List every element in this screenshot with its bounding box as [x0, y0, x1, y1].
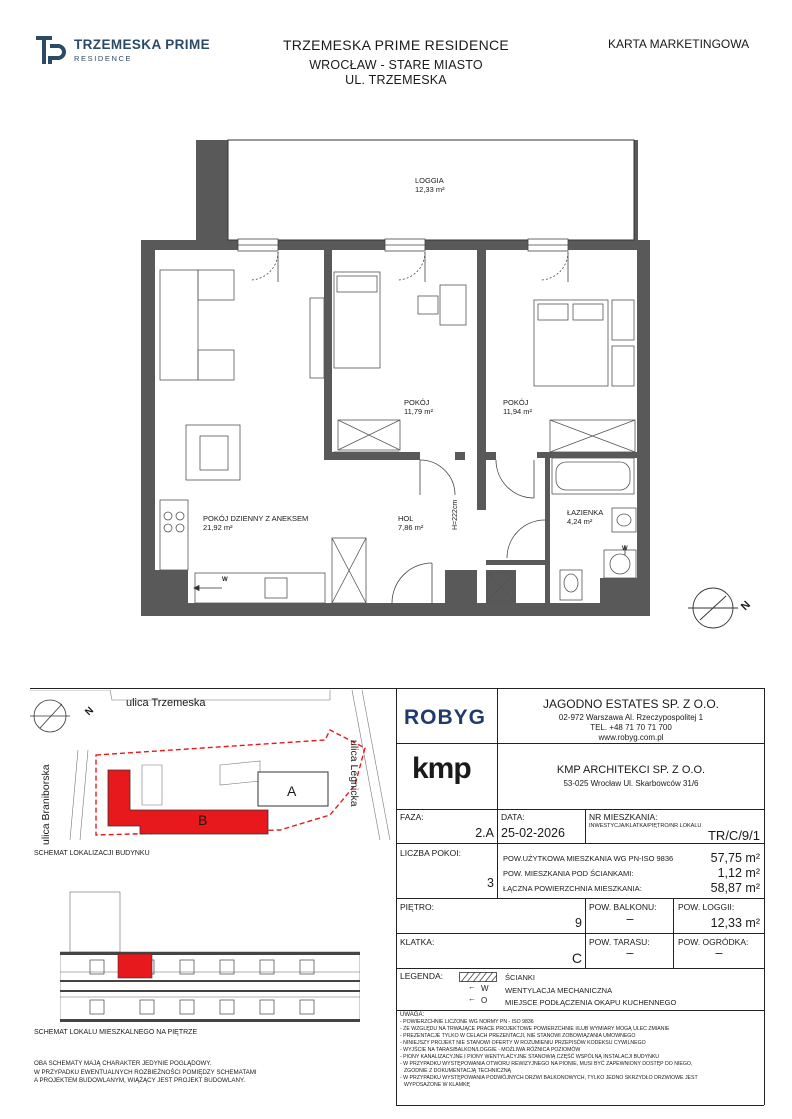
page-subtitle-street: UL. TRZEMESKA	[345, 73, 447, 87]
legend-walls: ŚCIANKI	[505, 973, 536, 982]
legend-o-arrow-icon: ←	[468, 994, 476, 1003]
building-b-label: B	[198, 812, 208, 828]
wall-bottom	[141, 603, 650, 616]
faza-label: FAZA:	[400, 812, 424, 822]
total-area-label: ŁĄCZNA POWIERZCHNIA MIESZKANIA:	[503, 884, 642, 893]
terrace-value: –	[626, 946, 634, 960]
note-line: WYPOSAŻONE W KLAMKĘ	[404, 1082, 471, 1088]
wall-right	[637, 240, 650, 616]
under-walls-value: 1,12 m²	[717, 866, 760, 880]
divider-bottom	[30, 688, 764, 689]
data-label: DATA:	[501, 812, 525, 822]
note-line: - PREZENTACJE TYLKO W CELACH PREZENTACJI, NIE STANOWI ZOBOWIĄZANIA UMOWNEGO	[400, 1033, 636, 1039]
terrace-label: POW. TARASU:	[589, 937, 650, 947]
notes	[400, 1012, 762, 1089]
legend-w-arrow-icon: ←	[468, 982, 476, 991]
bath-label: ŁAZIENKA 4,24 m²	[567, 508, 604, 526]
living-label: POKÓJ DZIENNY Z ANEKSEM 21,92 m²	[203, 514, 309, 532]
wall-bath-bottom	[486, 560, 545, 565]
street-right-label: ulica Legnicka	[348, 740, 360, 807]
staircase-label: KLATKA:	[400, 937, 435, 947]
disclaimer: OBA SCHEMATY MAJĄ CHARAKTER JEDYNIE POGLĄDOWY. W PRZYPADKU EWENTUALNYCH ROZBIEŻNOŚCI POMIĘDZY SCHEMATAMI A PROJEKTEM BUDOWLANYM, WIĄŻĄCY JEST PROJEKT BUDOWLANY.	[34, 1060, 257, 1084]
floor-value: 9	[575, 916, 582, 930]
note-line: - ZE WZGLĘDU NA TRWAJĄCE PRACE PROJEKTOWE POWIERZCHNIE I/LUB WYMIARY MOGĄ ULEC ZMIANIE	[400, 1026, 670, 1032]
note-line: - W PRZYPADKU WYSTĘPOWANIA OTWORU REWIZYJNEGO NA PIONIE, MUSI BYĆ ZAPEWNIONY DOSTĘP DO NIEGO,	[400, 1061, 693, 1067]
north-label: N	[738, 598, 754, 614]
note-line: - W PRZYPADKU WYSTĘPOWANIA PODWÓJNYCH DRZWI BALKONOWYCH, TYLKO JEDNO SKRZYDŁO DRZWIOWE JEST	[400, 1075, 698, 1081]
developer-www: www.robyg.com.pl	[598, 733, 664, 742]
loggia-wall-left	[196, 140, 228, 240]
loggia-area-label: POW. LOGGII:	[678, 902, 735, 912]
legend-title: LEGENDA:	[400, 971, 443, 981]
apartment-highlight	[118, 954, 152, 978]
nr-sub-label: INWESTYCJA/KLATKA/PIĘTRO/NR LOKALU	[589, 823, 702, 829]
building-a-label: A	[287, 783, 297, 799]
ventilation-mark-kitchen: W	[222, 577, 228, 583]
rooms-value: 3	[487, 876, 494, 890]
note-line: - PIONY KANALIZACYJNE I PIONY WENTYLACYJNE STANOWIĄ CZĘŚĆ WSPÓLNĄ INSTALACJI BUDYNKU	[400, 1054, 660, 1060]
wall-room1-left	[324, 250, 332, 460]
street-top-label: ulica Trzemeska	[126, 697, 206, 709]
garden-value: –	[715, 946, 723, 960]
garden-label: POW. OGRÓDKA:	[678, 937, 749, 947]
note-line: - POWIERZCHNIE LICZONE WG NORMY PN - ISO 9836	[400, 1019, 534, 1025]
rooms-label: LICZBA POKOI:	[400, 848, 461, 858]
logo-brand: TRZEMESKA PRIME	[74, 37, 211, 52]
note-line: ZGODNIE Z DOKUMENTACJĄ TECHNICZNĄ	[404, 1068, 512, 1074]
wall-room2-bottom2	[537, 452, 637, 458]
page-title: TRZEMESKA PRIME RESIDENCE	[282, 37, 510, 53]
floor-schematic	[60, 872, 360, 1022]
usable-area-label: POW.UŻYTKOWA MIESZKANIA WG PN-ISO 9836	[503, 854, 674, 863]
hall-label: HOL 7,86 m²	[398, 514, 424, 532]
nr-value: TR/C/9/1	[707, 828, 760, 843]
loggia-rail-right	[634, 140, 638, 240]
under-walls-label: POW. MIESZKANIA POD ŚCIANKAMI:	[503, 869, 634, 878]
wall-bath-left	[545, 452, 550, 603]
nr-label: NR MIESZKANIA:	[589, 812, 658, 822]
architect-address: 53-025 Wrocław Ul. Skarbowców 31/6	[563, 779, 699, 788]
developer-tel: TEL. +48 71 70 71 700	[590, 723, 672, 732]
floor-caption: SCHEMAT LOKALU MIESZKALNEGO NA PIĘTRZE	[34, 1029, 198, 1036]
wall-room1-bottom2	[455, 452, 465, 460]
site-caption: SCHEMAT LOKALIZACJI BUDYNKU	[34, 850, 150, 857]
divider-vertical	[396, 688, 397, 1105]
legend-w-key: W	[481, 984, 489, 993]
room1-label: POKÓJ 11,79 m²	[404, 398, 434, 416]
architect-name: KMP ARCHITEKCI SP. Z O.O.	[556, 764, 706, 776]
balcony-label: POW. BALKONU:	[589, 902, 657, 912]
walls-hatch-icon	[459, 972, 497, 982]
wall-left	[141, 240, 155, 616]
floor-label: PIĘTRO:	[400, 902, 435, 912]
wall-middle	[477, 250, 486, 510]
loggia-area-value: 12,33 m²	[710, 916, 760, 930]
site-north-label: N	[83, 705, 97, 718]
building-b-shape	[108, 770, 268, 834]
room2-label: POKÓJ 11,94 m²	[503, 398, 533, 416]
faza-value: 2.A	[475, 826, 494, 840]
logo-sub: RESIDENCE	[74, 54, 133, 63]
ceiling-height: H=222cm	[452, 499, 459, 530]
developer-address: 02-972 Warszawa Al. Rzeczypospolitej 1	[558, 713, 704, 722]
developer-name: JAGODNO ESTATES SP. Z O.O.	[542, 697, 720, 711]
notes-title: UWAGA:	[400, 1012, 425, 1018]
balcony-value: –	[626, 912, 634, 926]
data-value: 25-02-2026	[501, 826, 565, 840]
wall-room1-bottom	[324, 452, 420, 460]
total-area-value: 58,87 m²	[710, 881, 760, 895]
robyg-logo: ROBYG	[404, 706, 487, 729]
legend-o-key: O	[481, 996, 488, 1005]
loggia-label: LOGGIA 12,33 m²	[415, 176, 445, 194]
staircase-value: C	[571, 950, 582, 966]
wall-room2-bottom	[486, 452, 496, 460]
legend-w-desc: WENTYLACJA MECHANICZNA	[505, 986, 613, 995]
note-line: - NINIEJSZY PROJEKT NIE STANOWI OFERTY W ROZUMIENIU PRZEPISÓW KODEKSU CYWILNEGO	[400, 1040, 646, 1046]
ventilation-mark-bath: W	[622, 546, 628, 552]
legend-o-desc: MIEJSCE PODŁĄCZENIA OKAPU KUCHENNEGO	[505, 998, 677, 1007]
note-line: - WYJŚCIE NA TARAS/BALKON/LOGGIE - MOŻLIWA RÓŻNICA POZIOMÓW	[400, 1047, 581, 1053]
kmp-logo: kmp	[412, 752, 471, 785]
usable-area-value: 57,75 m²	[710, 851, 760, 865]
street-left-label: ulica Braniborska	[40, 764, 52, 845]
page-subtitle-city: WROCŁAW - STARE MIASTO	[309, 58, 483, 72]
card-type: KARTA MARKETINGOWA	[608, 37, 750, 51]
